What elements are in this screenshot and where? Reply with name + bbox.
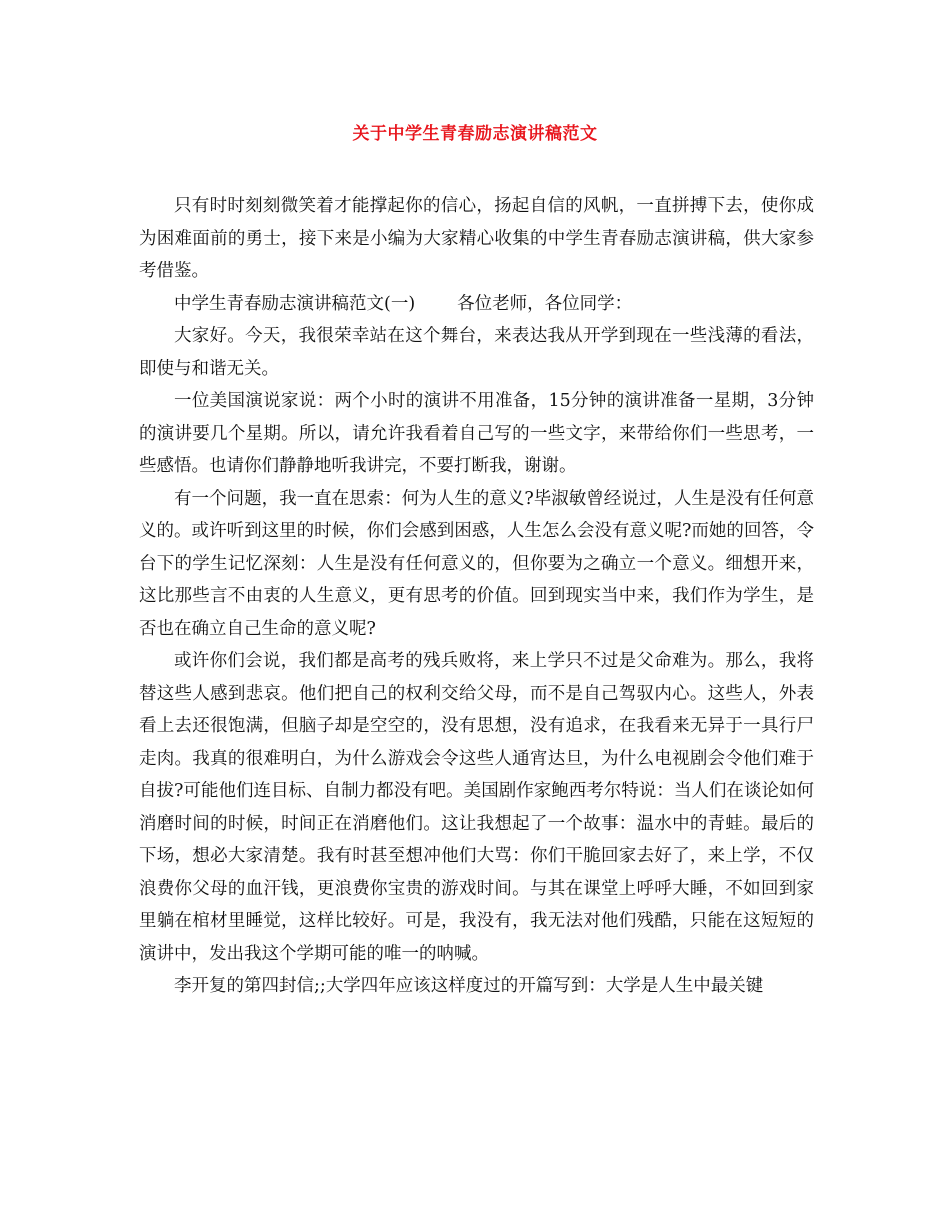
paragraph-kaifu-letter: 李开复的第四封信;;大学四年应该这样度过的开篇写到：大学是人生中最关键 [174,976,764,996]
document-body [139,190,814,1003]
paragraph-orator-quote: 一位美国演说家说：两个小时的演讲不用准备，15分钟的演讲准备一星期，3分钟的演讲要几个星期。所以，请允许我看着自己写的一些文字，来带给你们一些思考，一些感悟。也请你们静静地听我讲完，不要打断我，谢谢。 [139,391,814,476]
paragraph-heading [139,288,814,321]
paragraph-critique: 或许你们会说，我们都是高考的残兵败将，来上学只不过是父命难为。那么，我将替这些人感到悲哀。他们把自己的权利交给父母，而不是自己驾驭内心。这些人，外表看上去还很饱满，但脑子却是空空的，没有思想，没有追求，在我看来无异于一具行尸走肉。我真的很难明白，为什么游戏会令这些人通宵达旦，为什么电视剧会令他们难于自拔?可能他们连目标、自制力都没有吧。美国剧作家鲍西考尔特说：当人们在谈论如何消磨时间的时候，时间正在消磨他们。这让我想起了一个故事：温水中的青蛙。最后的下场，想必大家清楚。我有时甚至想冲他们大骂：你们干脆回家去好了，来上学，不仅浪费你父母的血汗钱，更浪费你宝贵的游戏时间。与其在课堂上呼呼大睡，不如回到家里躺在棺材里睡觉，这样比较好。可是，我没有，我无法对他们残酷，只能在这短短的演讲中，发出我这个学期可能的唯一的呐喊。 [139,651,814,964]
paragraph-opening: 大家好。今天，我很荣幸站在这个舞台，来表达我从开学到现在一些浅薄的看法，即使与和谐无关。 [139,326,814,379]
paragraph-meaning-of-life: 有一个问题，我一直在思索：何为人生的意义?毕淑敏曾经说过，人生是没有任何意义的。或许听到这里的时候，你们会感到困惑，人生怎么会没有意义呢?而她的回答，令台下的学生记忆深刻：人生是没有任何意义的，但你要为之确立一个意义。细想开来，这比那些言不由衷的人生意义，更有思考的价值。回到现实当中来，我们作为学生，是否也在确立自己生命的意义呢? [139,488,814,639]
paragraph-intro: 只有时时刻刻微笑着才能撑起你的信心，扬起自信的风帆，一直拼搏下去，使你成为困难面前的勇士，接下来是小编为大家精心收集的中学生青春励志演讲稿，供大家参考借鉴。 [139,196,814,281]
speech-heading: 中学生青春励志演讲稿范文(一) [174,293,416,314]
speech-greeting: 各位老师，各位同学： [457,293,633,314]
document-title: 关于中学生青春励志演讲稿范文 [352,124,598,144]
